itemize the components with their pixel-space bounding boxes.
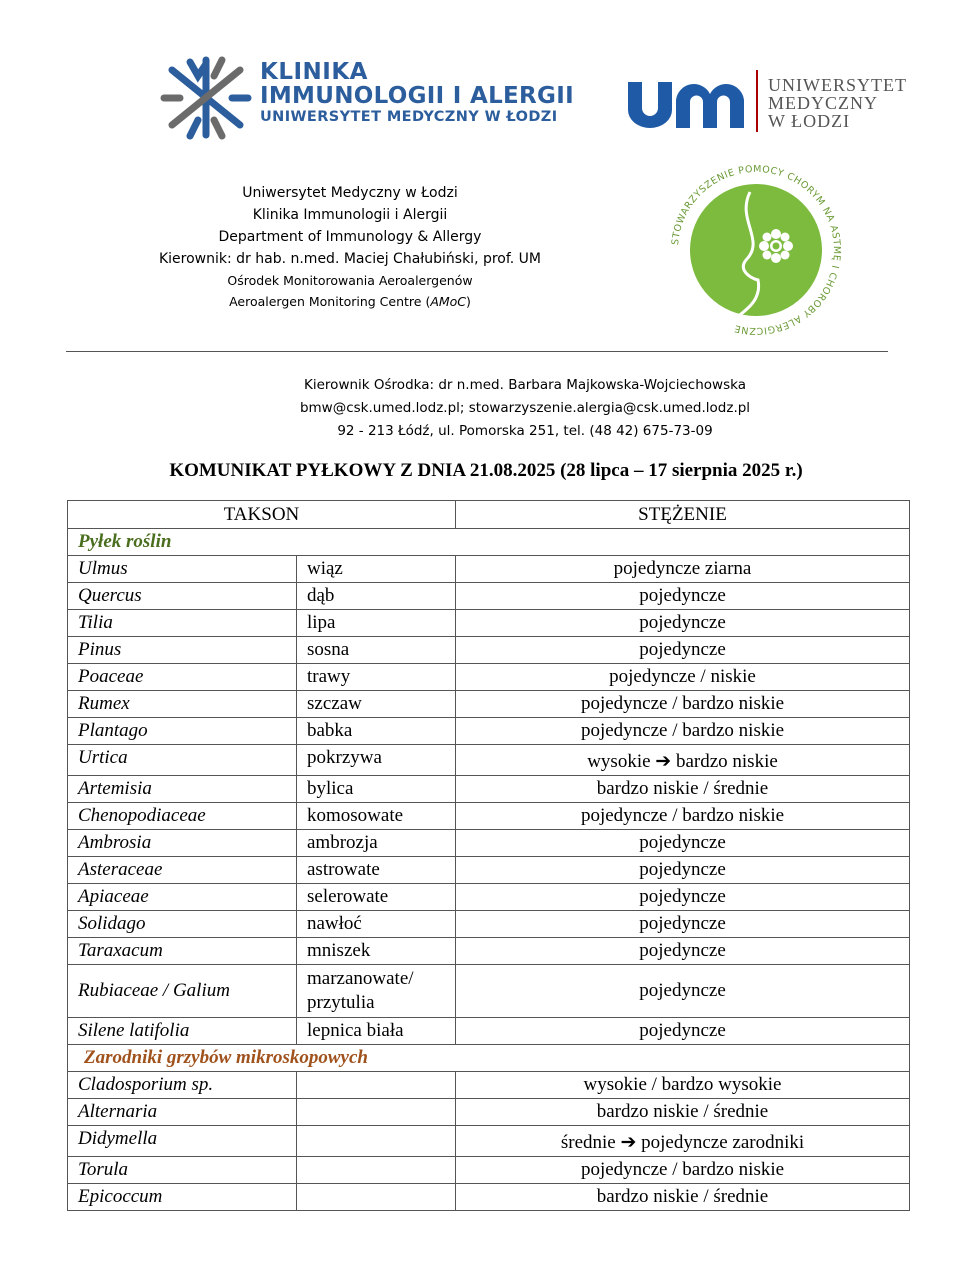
institution-line3: Department of Immunology & Allergy	[218, 229, 482, 245]
taxon-latin-cell: Epicoccum	[68, 1184, 297, 1211]
header-concentration: STĘŻENIE	[456, 501, 910, 529]
table-row	[68, 1072, 910, 1099]
concentration-cell: pojedyncze	[456, 830, 910, 857]
taxon-polish-cell-empty	[297, 1072, 456, 1099]
institution-head: Kierownik: dr hab. n.med. Maciej Chałubiński, prof. UM	[158, 251, 542, 267]
um-name-line2: MEDYCZNY	[768, 93, 878, 113]
table-row	[68, 938, 910, 965]
concentration-cell: pojedyncze / bardzo niskie	[456, 718, 910, 745]
table-row	[68, 803, 910, 830]
table-row	[68, 1157, 910, 1184]
taxon-latin-cell: Ambrosia	[68, 830, 297, 857]
taxon-latin-cell: Ulmus	[68, 556, 297, 583]
taxon-polish-line1: marzanowate/	[307, 968, 414, 989]
table-row	[68, 583, 910, 610]
table-row	[68, 965, 910, 1018]
concentration-cell: pojedyncze ziarna	[456, 556, 910, 583]
contact-emails: bmw@csk.umed.lodz.pl; stowarzyszenie.alergia@csk.umed.lodz.pl	[299, 400, 751, 416]
page-title: KOMUNIKAT PYŁKOWY Z DNIA 21.08.2025 (28 lipca – 17 sierpnia 2025 r.)	[169, 460, 803, 481]
taxon-polish-cell: astrowate	[297, 857, 456, 884]
taxon-polish-cell: mniszek	[297, 938, 456, 965]
table-header-row	[68, 501, 910, 529]
taxon-polish-cell: ambrozja	[297, 830, 456, 857]
taxon-latin-cell: Plantago	[68, 718, 297, 745]
table-row	[68, 718, 910, 745]
contact-block	[250, 374, 800, 443]
taxon-latin-cell: Quercus	[68, 583, 297, 610]
section-plants-label: Pyłek roślin	[68, 529, 910, 556]
taxon-polish-cell: trawy	[297, 664, 456, 691]
um-mark-icon	[628, 82, 746, 128]
concentration-cell: pojedyncze / bardzo niskie	[456, 1157, 910, 1184]
taxon-polish-cell: babka	[297, 718, 456, 745]
klinika-name-line2: IMMUNOLOGII I ALERGII	[260, 83, 574, 109]
taxon-latin-cell: Alternaria	[68, 1099, 297, 1126]
concentration-cell: pojedyncze	[456, 583, 910, 610]
society-arc-text: STOWARZYSZENIE POMOCY CHORYM NA ASTMĘ I CHOROBY ALERGICZNE	[670, 163, 843, 337]
taxon-polish-cell: dąb	[297, 583, 456, 610]
concentration-cell: bardzo niskie / średnie	[456, 1184, 910, 1211]
um-logo	[628, 68, 938, 134]
table-row	[68, 911, 910, 938]
concentration-cell: pojedyncze	[456, 884, 910, 911]
klinika-name-line3: UNIWERSYTET MEDYCZNY W ŁODZI	[260, 109, 558, 125]
taxon-latin-cell: Rumex	[68, 691, 297, 718]
pollen-table	[67, 500, 910, 1211]
taxon-polish-cell: sosna	[297, 637, 456, 664]
taxon-latin-cell: Tilia	[68, 610, 297, 637]
taxon-latin-cell: Poaceae	[68, 664, 297, 691]
taxon-latin-cell: Taraxacum	[68, 938, 297, 965]
taxon-polish-cell: wiąz	[297, 556, 456, 583]
concentration-cell: pojedyncze / bardzo niskie	[456, 803, 910, 830]
concentration-cell: wysokie ➔ bardzo niskie	[456, 745, 910, 776]
concentration-cell: bardzo niskie / średnie	[456, 1099, 910, 1126]
contact-address: 92 - 213 Łódź, ul. Pomorska 251, tel. (48 42) 675-73-09	[337, 423, 713, 439]
concentration-cell: średnie ➔ pojedyncze zarodniki	[456, 1126, 910, 1157]
taxon-polish-cell: lepnica biała	[297, 1018, 456, 1045]
table-row	[68, 884, 910, 911]
taxon-polish-cell-empty	[297, 1099, 456, 1126]
taxon-latin-cell: Rubiaceae / Galium	[68, 965, 297, 1018]
taxon-polish-cell: komosowate	[297, 803, 456, 830]
taxon-latin-cell: Asteraceae	[68, 857, 297, 884]
um-name-line3: W ŁODZI	[768, 111, 851, 131]
institution-line6: Aeroalergen Monitoring Centre (AMoC)	[229, 294, 471, 309]
taxon-latin-cell: Torula	[68, 1157, 297, 1184]
concentration-cell: wysokie / bardzo wysokie	[456, 1072, 910, 1099]
taxon-polish-cell: lipa	[297, 610, 456, 637]
klinika-name-line1: KLINIKA	[260, 59, 368, 85]
institution-line5: Ośrodek Monitorowania Aeroalergenów	[227, 273, 473, 288]
table-row	[68, 664, 910, 691]
concentration-cell: pojedyncze / bardzo niskie	[456, 691, 910, 718]
table-row	[68, 1099, 910, 1126]
table-row	[68, 637, 910, 664]
table-row	[68, 691, 910, 718]
concentration-cell: bardzo niskie / średnie	[456, 776, 910, 803]
taxon-polish-cell	[297, 965, 456, 1018]
concentration-cell: pojedyncze / niskie	[456, 664, 910, 691]
table-row	[68, 610, 910, 637]
taxon-polish-cell: bylica	[297, 776, 456, 803]
concentration-cell: pojedyncze	[456, 1018, 910, 1045]
concentration-cell: pojedyncze	[456, 857, 910, 884]
header-divider	[66, 351, 888, 352]
taxon-polish-cell: selerowate	[297, 884, 456, 911]
taxon-polish-cell-empty	[297, 1184, 456, 1211]
taxon-latin-cell: Artemisia	[68, 776, 297, 803]
taxon-polish-cell-empty	[297, 1157, 456, 1184]
um-name-line1: UNIWERSYTET	[768, 75, 907, 95]
table-row	[68, 1126, 910, 1157]
section-row-plants	[68, 529, 910, 556]
table-row	[68, 556, 910, 583]
concentration-cell: pojedyncze	[456, 911, 910, 938]
concentration-cell: pojedyncze	[456, 965, 910, 1018]
taxon-polish-line2: przytulia	[307, 992, 375, 1013]
table-row	[68, 1018, 910, 1045]
concentration-cell: pojedyncze	[456, 610, 910, 637]
taxon-polish-cell: pokrzywa	[297, 745, 456, 776]
taxon-polish-cell: nawłoć	[297, 911, 456, 938]
header-taxon: TAKSON	[68, 501, 456, 529]
taxon-latin-cell: Cladosporium sp.	[68, 1072, 297, 1099]
table-row	[68, 745, 910, 776]
snowflake-allergy-icon	[160, 50, 252, 145]
institution-line2: Klinika Immunologii i Alergii	[252, 207, 448, 223]
taxon-latin-cell: Apiaceae	[68, 884, 297, 911]
society-emblem-icon	[666, 160, 846, 340]
klinika-logo	[160, 50, 580, 145]
taxon-latin-cell: Chenopodiaceae	[68, 803, 297, 830]
society-logo	[666, 160, 846, 340]
section-row-fungi	[68, 1045, 910, 1072]
concentration-cell: pojedyncze	[456, 938, 910, 965]
taxon-latin-cell: Solidago	[68, 911, 297, 938]
taxon-latin-cell: Silene latifolia	[68, 1018, 297, 1045]
institution-block	[100, 182, 600, 312]
table-row	[68, 857, 910, 884]
table-row	[68, 830, 910, 857]
taxon-polish-cell-empty	[297, 1126, 456, 1157]
table-row	[68, 776, 910, 803]
um-divider	[756, 70, 758, 132]
taxon-polish-cell: szczaw	[297, 691, 456, 718]
taxon-latin-cell: Didymella	[68, 1126, 297, 1157]
taxon-latin-cell: Pinus	[68, 637, 297, 664]
institution-line1: Uniwersytet Medyczny w Łodzi	[242, 185, 458, 201]
concentration-cell: pojedyncze	[456, 637, 910, 664]
taxon-latin-cell: Urtica	[68, 745, 297, 776]
table-row	[68, 1184, 910, 1211]
contact-head: Kierownik Ośrodka: dr n.med. Barbara Majkowska-Wojciechowska	[304, 377, 746, 393]
section-fungi-label: Zarodniki grzybów mikroskopowych	[68, 1045, 910, 1072]
